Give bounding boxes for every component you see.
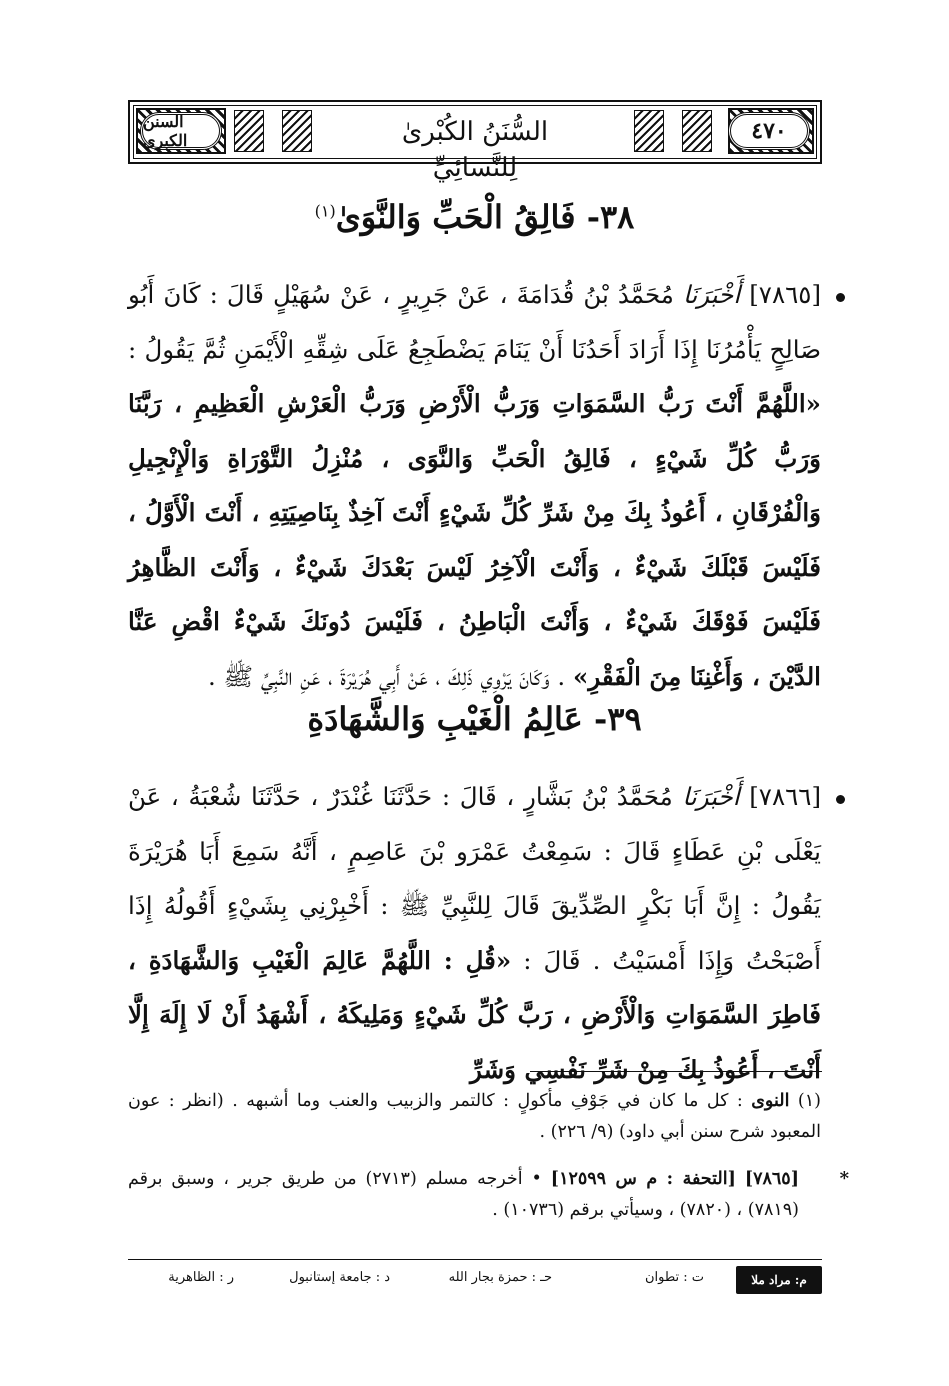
- bullet-icon: [836, 293, 845, 302]
- hadith-text: [128, 268, 821, 704]
- matn-text: «اللَّهُمَّ أَنْتَ رَبُّ السَّمَوَاتِ وَرَبُّ الْأَرْضِ وَرَبُّ الْعَرْشِ الْعَظِيمِ ، رَبَّنَا وَرَبُّ كُلِّ شَيْءٍ ، فَالِقُ الْحَبِّ وَالنَّوَى ، مُنْزِلُ التَّوْرَاةِ وَالْإِنْجِيلِ وَالْفُرْقَانِ ، أَعُوذُ بِكَ مِنْ شَرِّ كُلِّ شَيْءٍ أَنْتَ آخِذٌ بِنَاصِيَتِهِ ، أَنْتَ الْأَوَّلُ ، فَلَيْسَ قَبْلَكَ شَيْءٌ ، وَأَنْتَ الْآخِرُ لَيْسَ بَعْدَكَ شَيْءٌ ، وَأَنْتَ الظَّاهِرُ فَلَيْسَ فَوْقَكَ شَيْءٌ ، وَأَنْتَ الْبَاطِنُ ، فَلَيْسَ دُونَكَ شَيْءٌ اقْضِ عَنَّا الدَّيْنَ ، وَأَغْنِنَا مِنَ الْفَقْرِ»: [128, 389, 821, 691]
- manuscript-tag: م: مراد ملا: [736, 1266, 822, 1294]
- header-divider-ornament: [282, 110, 312, 152]
- manuscript-legend: [140, 1266, 822, 1294]
- chapter-heading-text: ٣٨- فَالِقُ الْحَبِّ وَالنَّوَىٰ: [335, 198, 635, 236]
- bullet-icon: [836, 795, 845, 804]
- hadith-number: [٧٨٦٥]: [749, 280, 821, 309]
- hadith-text: [128, 770, 821, 1097]
- manuscript-r: ر : الظاهرية: [168, 1270, 234, 1285]
- footnote-separator: [530, 1071, 822, 1072]
- header-divider-ornament: [682, 110, 712, 152]
- page-number: ٤٧٠: [728, 112, 810, 150]
- akhbarana-word: أَخْبَرَنَا: [682, 782, 740, 811]
- manuscript-h: حـ : حمزة بجار الله: [448, 1270, 552, 1285]
- tuhfa-reference: [التحفة : م س ١٢٥٩٩]: [550, 1169, 736, 1189]
- akhbarana-word: أَخْبَرَنَا: [682, 280, 741, 309]
- takhrij-note: [128, 1164, 799, 1226]
- footnote-marker: (١): [797, 1091, 821, 1111]
- footnote-ref: (١): [314, 201, 336, 221]
- footnote-text: : كل ما كان في جَوْفِ مأكولٍ : كالتمر والزبيب والعنب وما أشبهه . (انظر : عون المعبود شرح سنن أبي داود) (٩/ ٢٢٦) .: [128, 1091, 821, 1142]
- takhrij-number: [٧٨٦٥]: [744, 1169, 799, 1189]
- manuscript-t: ت : تطوان: [644, 1270, 704, 1285]
- header-divider-ornament: [634, 110, 664, 152]
- page-header: [128, 100, 822, 183]
- chapter-heading: [130, 700, 819, 738]
- footnote-term: النوى: [751, 1091, 790, 1111]
- hadith-number: [٧٨٦٦]: [749, 782, 821, 811]
- star-icon: *: [839, 1168, 849, 1189]
- isnad-text: مُحَمَّدُ بْنُ قُدَامَةَ ، عَنْ جَرِيرٍ ، عَنْ سُهَيْلٍ قَالَ : كَانَ أَبُو صَالِحٍ يَأْمُرُنَا إِذَا أَرَادَ أَحَدُنَا أَنْ يَنَامَ يَضْطَجِعُ عَلَى شِقِّهِ الْأَيْمَنِ ثُمَّ يَقُولُ :: [128, 280, 821, 364]
- footnote: [128, 1086, 821, 1148]
- chapter-heading-text: ٣٩- عَالِمُ الْغَيْبِ وَالشَّهَادَةِ: [307, 700, 642, 738]
- chapter-heading: [130, 198, 819, 236]
- book-emblem: السنن الكبرى: [140, 112, 222, 150]
- isnad-text: مُحَمَّدُ بْنُ بَشَّارٍ ، قَالَ : حَدَّثَنَا غُنْدَرٌ ، حَدَّثَنَا شُعْبَةُ ، عَنْ يَعْلَى بْنِ عَطَاءٍ قَالَ : سَمِعْتُ عَمْرَو بْنَ عَاصِمٍ ، أَنَّهُ سَمِعَ أَبَا هُرَيْرَةَ يَقُولُ : إِنَّ أَبَا بَكْرٍ الصِّدِّيقَ قَالَ لِلنَّبِيِّ ﷺ : أَخْبِرْنِي بِشَيْءٍ أَقُولُهُ إِذَا أَصْبَحْتُ وَإِذَا أَمْسَيْتُ . قَالَ :: [128, 782, 822, 975]
- hadith-ending: . وَكَانَ يَرْوِي ذَلِكَ ، عَنْ أَبِي هُرَيْرَةَ ، عَنِ النَّبِيِّ ﷺ .: [207, 661, 566, 691]
- header-divider-ornament: [234, 110, 264, 152]
- manuscript-d: د : جامعة إستانبول: [289, 1270, 390, 1285]
- takhrij-text: • أخرجه مسلم (٢٧١٣) من طريق جرير ، وسبق برقم (٧٨١٩) ، (٧٨٢٠) ، وسيأتي برقم (١٠٧٣٦) .: [128, 1169, 799, 1220]
- matn-text: «قُلِ : اللَّهُمَّ عَالِمَ الْغَيْبِ وَالشَّهَادَةِ ، فَاطِرَ السَّمَوَاتِ وَالْأَرْضِ ، رَبَّ كُلِّ شَيْءٍ وَمَلِيكَهُ ، أَشْهَدُ أَنْ لَا إِلَهَ إِلَّا أَنْتَ ، أَعُوذُ بِكَ مِنْ شَرِّ نَفْسِي وَشَرِّ: [128, 945, 821, 1084]
- footer-separator: [128, 1259, 822, 1260]
- book-title: السُّنَنُ الكُبْرىٰ لِلنَّسائِيِّ: [401, 117, 549, 183]
